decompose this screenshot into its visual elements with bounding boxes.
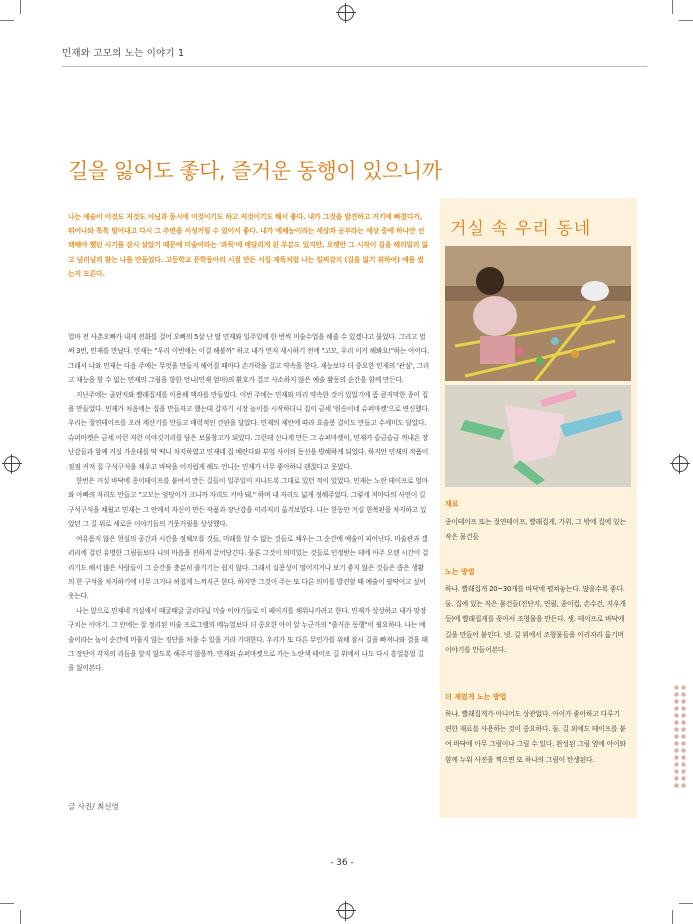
- crop-mark: [672, 0, 673, 14]
- running-header: 민재와 고모의 노는 이야기 1: [62, 48, 185, 59]
- decorative-dot-pattern: [673, 684, 687, 788]
- body-paragraph: 한번은 거실 바닥에 종이테이프를 붙여서 만든 길들이 일주일이 지나도록 그대로 있던 적이 있었다. 민재는 노란 테이프로 엄마와 아빠의 자리도 만들고 "고모는 엉덩이가 크니까 자리도 커야 돼." 하며 내 자리도 넓게 정해주었다. 그렇게 저마다의 사연이 길 구석구석을 채웠고 민재는 그 안에서 자신이 만든 작품과 장난감을 이리저리 옮겨보았다. 나는 한동안 거실 한복판을 차지하고 있었던 그 길 위로 새로운 이야기들의 기웃거림을 상상했다.: [68, 477, 429, 529]
- registration-mark-bottom: [338, 903, 354, 919]
- header-divider: [62, 66, 647, 67]
- body-paragraph: 나는 앞으로 민재네 거실에서 때굴때굴 굴러다닐 미술 이야기들로 이 페이지를 채워나가려고 한다. 민재가 상상하고 내가 맞장구치는 이야기. 그 안에는 잘 정리된 미술 프로그램의 메뉴얼보다 더 중요한 아이 알 누군가의 "즐거운 동행"이 필요하다. 나는 예술이라는 놀이 순간에 머물지 않는 징단을 처출 수 있을 거라 기대한다. 우리가 또 다른 무언가를 위해 잠시 길을 빠져나와 결을 때 그 장단이 각자의 리듬을 알지 않도록 해주지 않을까. 민재와 슈퍼마켓으로 가는 노란색 테이프 길 위에서 나도 다시 흥얼흥얼 길을 잃어본다.: [68, 606, 428, 673]
- photo-child-playing-image: [445, 246, 631, 381]
- author-credit: 글 사진/ 최선영: [68, 802, 119, 811]
- article-body: [68, 330, 430, 676]
- body-paragraph: 얼마 전 사촌오빠가 내게 전화를 걸어 오빠의 5살 난 딸 민재와 일주일에 한 번씩 미술수업을 해줄 수 있겠냐고 물었다. 그리고 벌써 3번, 민재를 만났다. 민재는 "우리 이번에는 이걸 해볼까" 하고 내가 먼저 제시하기 전에 "고모, 우리 이거 해봐요!"하는 아이다. 그래서 나와 민재는 다음 주에는 무엇을 만들지 헤어질 때마다 손가락을 걸고 약속을 한다. 재능보다 더 중요한 민재의 '관심', 그리고 재능을 할 수 없는 민재의 그림을 향한 언니(민재 엄마)의 환호가 결코 사소하지 않은 예술 활동의 순간을 함께 만든다.: [68, 333, 430, 385]
- more-fun-label: 더 재밌게 노는 방법: [445, 693, 507, 701]
- body-paragraph: 지난주에는 골판지와 빨래집게를 이용해 액자를 만들었다. 이번 주에는 민재와 미리 약속한 것이 있었기에 좀 큼지막한 종이 집을 만들었다. 민재가 처음에는 집을 만들자고 했는데 갑자기 시장 놀이를 시작하더니 집이 금세 '원승이네 슈퍼마켓'으로 변신했다. 우리는 절연테이프를 오려 계산기를 만들고 매력적인 간판을 달았다. 민재의 제안에 따라 요술봉 걸이도 만들고 수세미도 달았다. 슈퍼마켓은 금세 이런 저런 이야깃거리를 담은 보물창고가 되었다. 그런데 신나게 만든 그 슈퍼마켓이, 민재가 슬금슬금 꺼내온 장난감들과 함께 거실 가운데를 딱 떡니 차지하였고 민재네 집 베란다와 부엌 사이의 동선을 방해하게 되었다. 하지만 민재의 작품이 점점 커져 집 구석구석을 채우고 바닥을 어지럽게 해도 언니는 민재가 너무 좋아하니 괜찮다고 웃었다.: [68, 390, 430, 471]
- photo-child-playing: [445, 246, 631, 381]
- photo-clothespin-sculpture-image: [445, 385, 631, 487]
- crop-mark: [20, 910, 21, 924]
- article-intro: 나는 예술이 이것도 저것도 아님과 동시에 이것이기도 하고 저것이기도 해서 좋다. 내가 그것을 발견하고 거기에 빠졌다가, 뛰어나와 툭툭 털어내고 다시 그 주변을 서성거릴 수 있어서 좋다. 내가 예체능이라는 세상과 공부라는 세상 중에 하나만 선택해야 했던 시기를 잠시 살았기 때문에 미술이라는 '과목'에 매달리게 된 부분도 있지만, 오랫만 그 시작이 길을 헤리밀리 잃고 넘리넘리 찾는 나를 만들었다. 고등학교 문학동아리 시절 만든 시집 제목처럼 나는 일찌감치 (길을 잃기 위하여) 애를 썼는지 모른다.: [68, 213, 428, 278]
- registration-mark-left: [4, 456, 20, 472]
- materials-text: 종이테이프 또는 절연테이프, 빨래집게, 가위, 그 밖에 집에 있는 작은 물건들: [445, 518, 626, 542]
- crop-mark: [679, 20, 693, 21]
- crop-mark: [0, 903, 14, 904]
- page-number: - 36 -: [330, 858, 354, 868]
- materials-label: 재료: [445, 500, 459, 508]
- more-fun-text: 하나. 빨래집게가 아니어도 상관없다. 아이가 좋아하고 다루기 편한 재료를 사용하는 것이 중요하다. 둘. 길 외에도 테이프를 붙여 바닥에 아무 그림이나 그릴 수 있다. 완성된 그림 옆에 아이와 함께 누워 사진을 찍으면 또 하나의 그림이 탄생된다.: [445, 710, 626, 764]
- crop-mark: [20, 0, 21, 14]
- photo-clothespin-sculpture: [445, 385, 631, 487]
- registration-mark-top: [338, 5, 354, 21]
- crop-mark: [0, 20, 14, 21]
- body-paragraph: 여유롭지 않은 현실의 공간과 시간을 정체모를 것들, 미래를 알 수 없는 것들로 채우는 그 순간에 예술이 피어난다. 미술관과 갤러리에 걸린 유명한 그림들보다 나의 마음을 진하게 끌어당긴다. 물론 그것이 의미있는 것들로 인정받는 데에 아주 오랜 시간이 걸리기도 해서 많은 사람들이 그 순간을 충분히 즐기기는 쉽지 않다. 그래서 실용성이 떨어지거나 보기 좋지 않은 것들은 좁은 생활의 한 구석을 차지하기에 너무 크거나 허접게 느껴지곤 한다. 하지만 그것이 주는 또 다른 의미를 발견할 때 예술이 팔딱이고 싶어 옷는다.: [68, 534, 429, 601]
- how-to-play-text: 하나. 빨래집게 20~30개를 바닥에 펼쳐놓는다. 많을수록 좋다. 둘. 집에 있는 작은 물건들(전단지, 연필, 종이컵, 손수건, 지우개 등)에 빨래집게를 꽂아서 조형물을 만든다. 셋. 테이프로 바닥에 길을 만들어 붙인다. 넷. 길 위에서 조형물들을 이리저리 옮기며 이야기를 만들어본다.: [445, 585, 626, 654]
- crop-mark: [679, 903, 693, 904]
- how-to-play-label: 노는 방법: [445, 568, 475, 576]
- registration-mark-right: [672, 456, 688, 472]
- article-title: 길을 잃어도 좋다, 즐거운 동행이 있으니까: [68, 159, 442, 183]
- crop-mark: [672, 910, 673, 924]
- sidebar-title: 거실 속 우리 동네: [450, 219, 592, 239]
